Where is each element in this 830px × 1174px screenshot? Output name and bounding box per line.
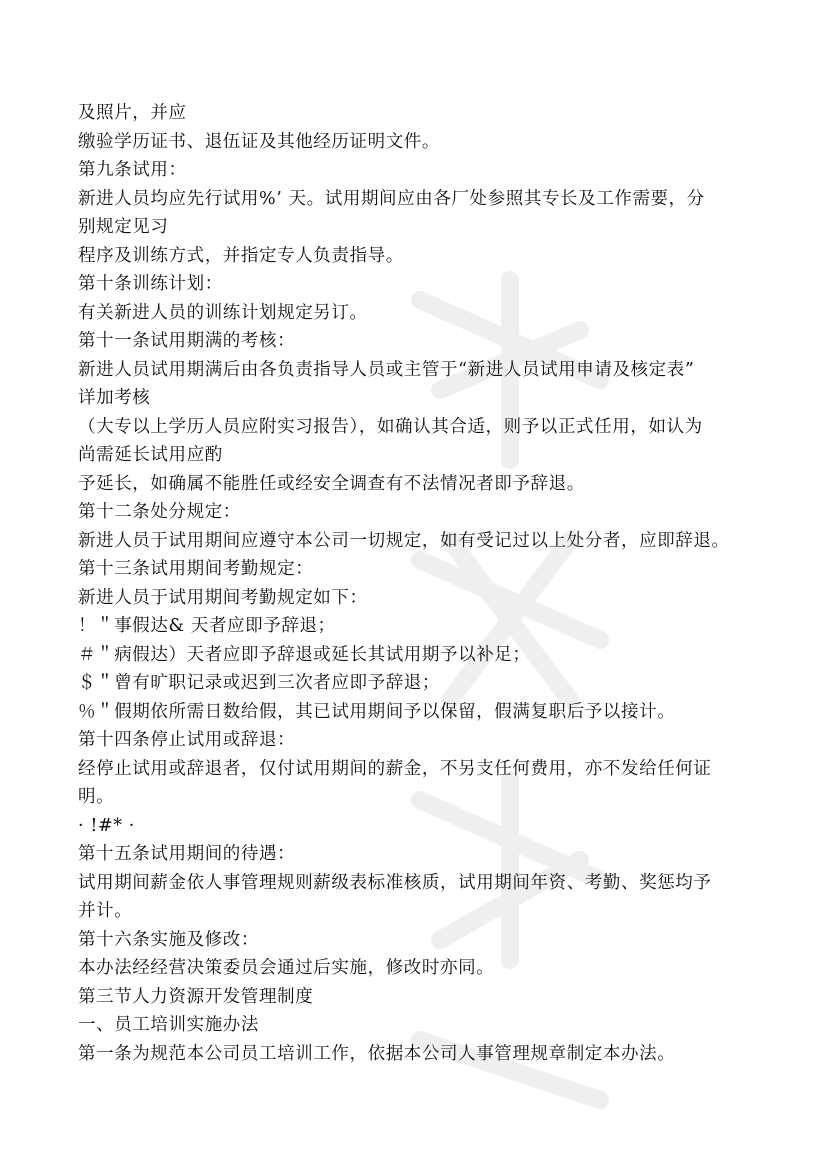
text-line: 及照片，并应 <box>78 103 187 123</box>
section-heading: 第十四条停止试用或辞退： <box>78 730 296 750</box>
list-item: ＃＂病假达）天者应即予辞退或延长其试用期予以补足； <box>78 644 531 665</box>
text-line: 明。 <box>78 787 115 807</box>
list-item: ＄＂曾有旷职记录或迟到三次者应即予辞退； <box>78 673 440 693</box>
document-body <box>78 99 758 1068</box>
page-marker: · !#* · <box>78 815 135 836</box>
text-line: 新进人员试用期满后由各负责指导人员或主管于“新进人员试用申请及核定表” <box>78 359 695 380</box>
text-line: 有关新进人员的训练计划规定另订。 <box>78 302 368 323</box>
text-line: 缴验学历证书、退伍证及其他经历证明文件。 <box>78 131 440 152</box>
text-line: 新进人员于试用期间考勤规定如下： <box>78 587 368 608</box>
text-line: 程序及训练方式，并指定专人负责指导。 <box>78 245 404 266</box>
section-heading: 第九条试用： <box>78 160 187 180</box>
text-line: 并计。 <box>78 901 133 921</box>
section-heading: 第十一条试用期满的考核： <box>78 331 296 351</box>
text-line: 新进人员于试用期间应遵守本公司一切规定，如有受记过以上处分者，应即辞退。 <box>78 530 730 551</box>
text-line: 详加考核 <box>78 388 151 408</box>
text-line: 本办法经经营决策委员会通过后实施，修改时亦同。 <box>78 958 495 978</box>
text-line: 试用期间薪金依人事管理规则薪级表标准核质，试用期间年资、考勤、奖惩均予 <box>78 872 712 893</box>
list-item: ％＂假期依所需日数给假，其已试用期间予以保留，假满复职后予以接计。 <box>78 701 676 722</box>
text-line: 经停止试用或辞退者，仅付试用期间的薪金，不另支任何费用，亦不发给任何证 <box>78 758 712 779</box>
text-line: （大专以上学历人员应附实习报告），如确认其合适，则予以正式任用，如认为 <box>78 416 703 437</box>
text-line: 予延长，如确属不能胜任或经安全调查有不法情况者即予辞退。 <box>78 473 585 494</box>
text-line: 新进人员均应先行试用%’ 天。试用期间应由各厂处参照其专长及工作需要，分 <box>78 188 705 209</box>
text-line: 第一条为规范本公司员工培训工作，依据本公司人事管理规章制定本办法。 <box>78 1043 676 1064</box>
section-heading: 第十六条实施及修改： <box>78 929 259 950</box>
list-item: ！＂事假达& 天者应即予辞退； <box>78 616 336 636</box>
section-heading: 第十条训练计划： <box>78 274 223 294</box>
chapter-heading: 第三节人力资源开发管理制度 <box>78 986 314 1007</box>
text-line: 尚需延长试用应酌 <box>78 445 223 465</box>
section-heading: 第十三条试用期间考勤规定： <box>78 559 314 579</box>
section-heading: 第十五条试用期间的待遇： <box>78 844 296 864</box>
text-line: 别规定见习 <box>78 217 169 237</box>
subsection-heading: 一、员工培训实施办法 <box>78 1015 259 1035</box>
section-heading: 第十二条处分规定： <box>78 502 241 522</box>
